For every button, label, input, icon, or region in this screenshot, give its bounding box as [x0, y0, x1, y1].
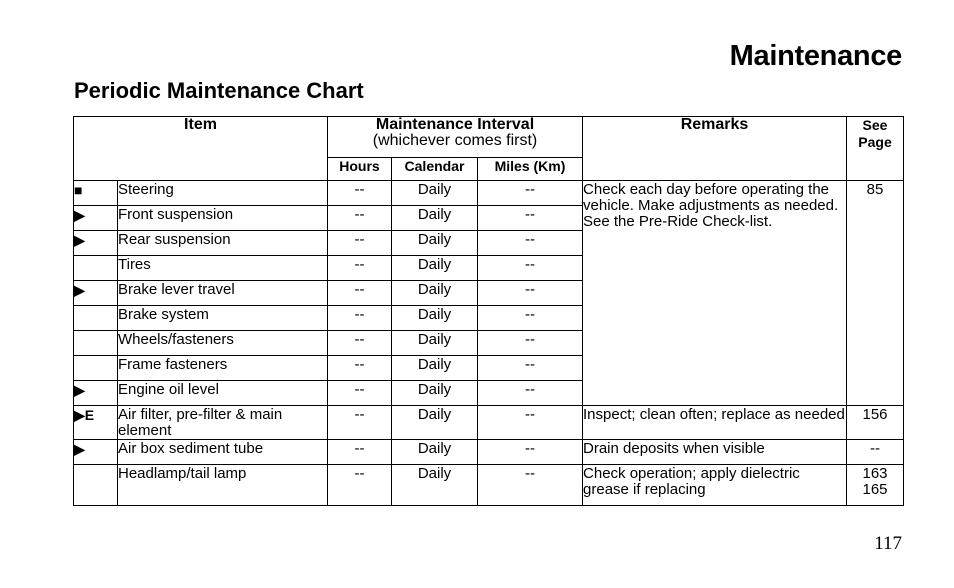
row-calendar: Daily: [392, 206, 478, 231]
row-page: [847, 465, 904, 506]
row-hours: --: [328, 181, 392, 206]
row-page: 156: [847, 406, 904, 440]
row-hours: --: [328, 440, 392, 465]
row-calendar: Daily: [392, 306, 478, 331]
row-hours: --: [328, 256, 392, 281]
row-hours: --: [328, 356, 392, 381]
row-miles: --: [478, 206, 583, 231]
row-calendar: Daily: [392, 406, 478, 440]
row-symbol: ▶: [74, 381, 118, 406]
row-hours: --: [328, 406, 392, 440]
row-item: Headlamp/tail lamp: [118, 465, 328, 506]
row-symbol: ■: [74, 181, 118, 206]
row-calendar: Daily: [392, 231, 478, 256]
row-item: Air box sediment tube: [118, 440, 328, 465]
table-header-row: [74, 117, 904, 158]
section-title: Maintenance: [729, 40, 902, 72]
remarks-column-header: Remarks: [583, 117, 847, 181]
table-row: [74, 181, 904, 206]
row-miles: --: [478, 406, 583, 440]
row-miles: --: [478, 256, 583, 281]
row-hours: --: [328, 465, 392, 506]
row-page-line1: 163: [862, 465, 888, 482]
row-symbol: [74, 256, 118, 281]
see-page-line2: Page: [858, 134, 892, 150]
interval-column-header: [328, 117, 583, 158]
row-calendar: Daily: [392, 181, 478, 206]
row-remarks: Check operation; apply dielectric grease if replacing: [583, 465, 847, 506]
row-miles: --: [478, 381, 583, 406]
row-item: Wheels/fasteners: [118, 331, 328, 356]
row-item: Air filter, pre-filter & main element: [118, 406, 328, 440]
row-item: Tires: [118, 256, 328, 281]
row-symbol: [74, 356, 118, 381]
row-miles: --: [478, 331, 583, 356]
row-hours: --: [328, 231, 392, 256]
row-hours: --: [328, 281, 392, 306]
group-page: 85: [847, 181, 904, 406]
row-calendar: Daily: [392, 381, 478, 406]
row-calendar: Daily: [392, 465, 478, 506]
see-page-column-header: [847, 117, 904, 181]
row-calendar: Daily: [392, 440, 478, 465]
row-miles: --: [478, 231, 583, 256]
row-calendar: Daily: [392, 356, 478, 381]
row-page-line2: 165: [862, 481, 888, 498]
row-hours: --: [328, 306, 392, 331]
interval-header-label: Maintenance Interval: [375, 116, 535, 133]
row-item: Steering: [118, 181, 328, 206]
row-symbol: [74, 306, 118, 331]
row-symbol: ▶E: [74, 406, 118, 440]
table-row: [74, 465, 904, 506]
see-page-line1: See: [862, 117, 888, 133]
row-miles: --: [478, 356, 583, 381]
page-number: 117: [874, 533, 902, 554]
row-hours: --: [328, 381, 392, 406]
row-calendar: Daily: [392, 281, 478, 306]
table-row: [74, 406, 904, 440]
row-calendar: Daily: [392, 331, 478, 356]
row-remarks: Drain deposits when visible: [583, 440, 847, 465]
row-symbol: ▶: [74, 440, 118, 465]
row-miles: --: [478, 306, 583, 331]
row-item: Brake lever travel: [118, 281, 328, 306]
row-symbol: ▶: [74, 281, 118, 306]
row-miles: --: [478, 281, 583, 306]
row-item: Rear suspension: [118, 231, 328, 256]
row-item: Frame fasteners: [118, 356, 328, 381]
group-remarks: Check each day before operating the vehicle. Make adjustments as needed. See the Pre-Ride Check-list.: [583, 181, 847, 406]
row-symbol: ▶: [74, 231, 118, 256]
miles-column-header: Miles (Km): [478, 158, 583, 181]
row-item: Brake system: [118, 306, 328, 331]
chart-title: Periodic Maintenance Chart: [74, 78, 364, 103]
item-column-header: Item: [74, 117, 328, 181]
row-hours: --: [328, 331, 392, 356]
row-remarks: Inspect; clean often; replace as needed: [583, 406, 847, 440]
row-symbol: [74, 465, 118, 506]
row-page: --: [847, 440, 904, 465]
row-item: Front suspension: [118, 206, 328, 231]
row-hours: --: [328, 206, 392, 231]
row-miles: --: [478, 181, 583, 206]
row-symbol: ▶: [74, 206, 118, 231]
row-calendar: Daily: [392, 256, 478, 281]
interval-header-note: (whichever comes first): [372, 132, 538, 149]
table-row: [74, 440, 904, 465]
row-item: Engine oil level: [118, 381, 328, 406]
calendar-column-header: Calendar: [392, 158, 478, 181]
row-miles: --: [478, 440, 583, 465]
hours-column-header: Hours: [328, 158, 392, 181]
row-symbol: [74, 331, 118, 356]
maintenance-table: [73, 116, 904, 506]
row-miles: --: [478, 465, 583, 506]
